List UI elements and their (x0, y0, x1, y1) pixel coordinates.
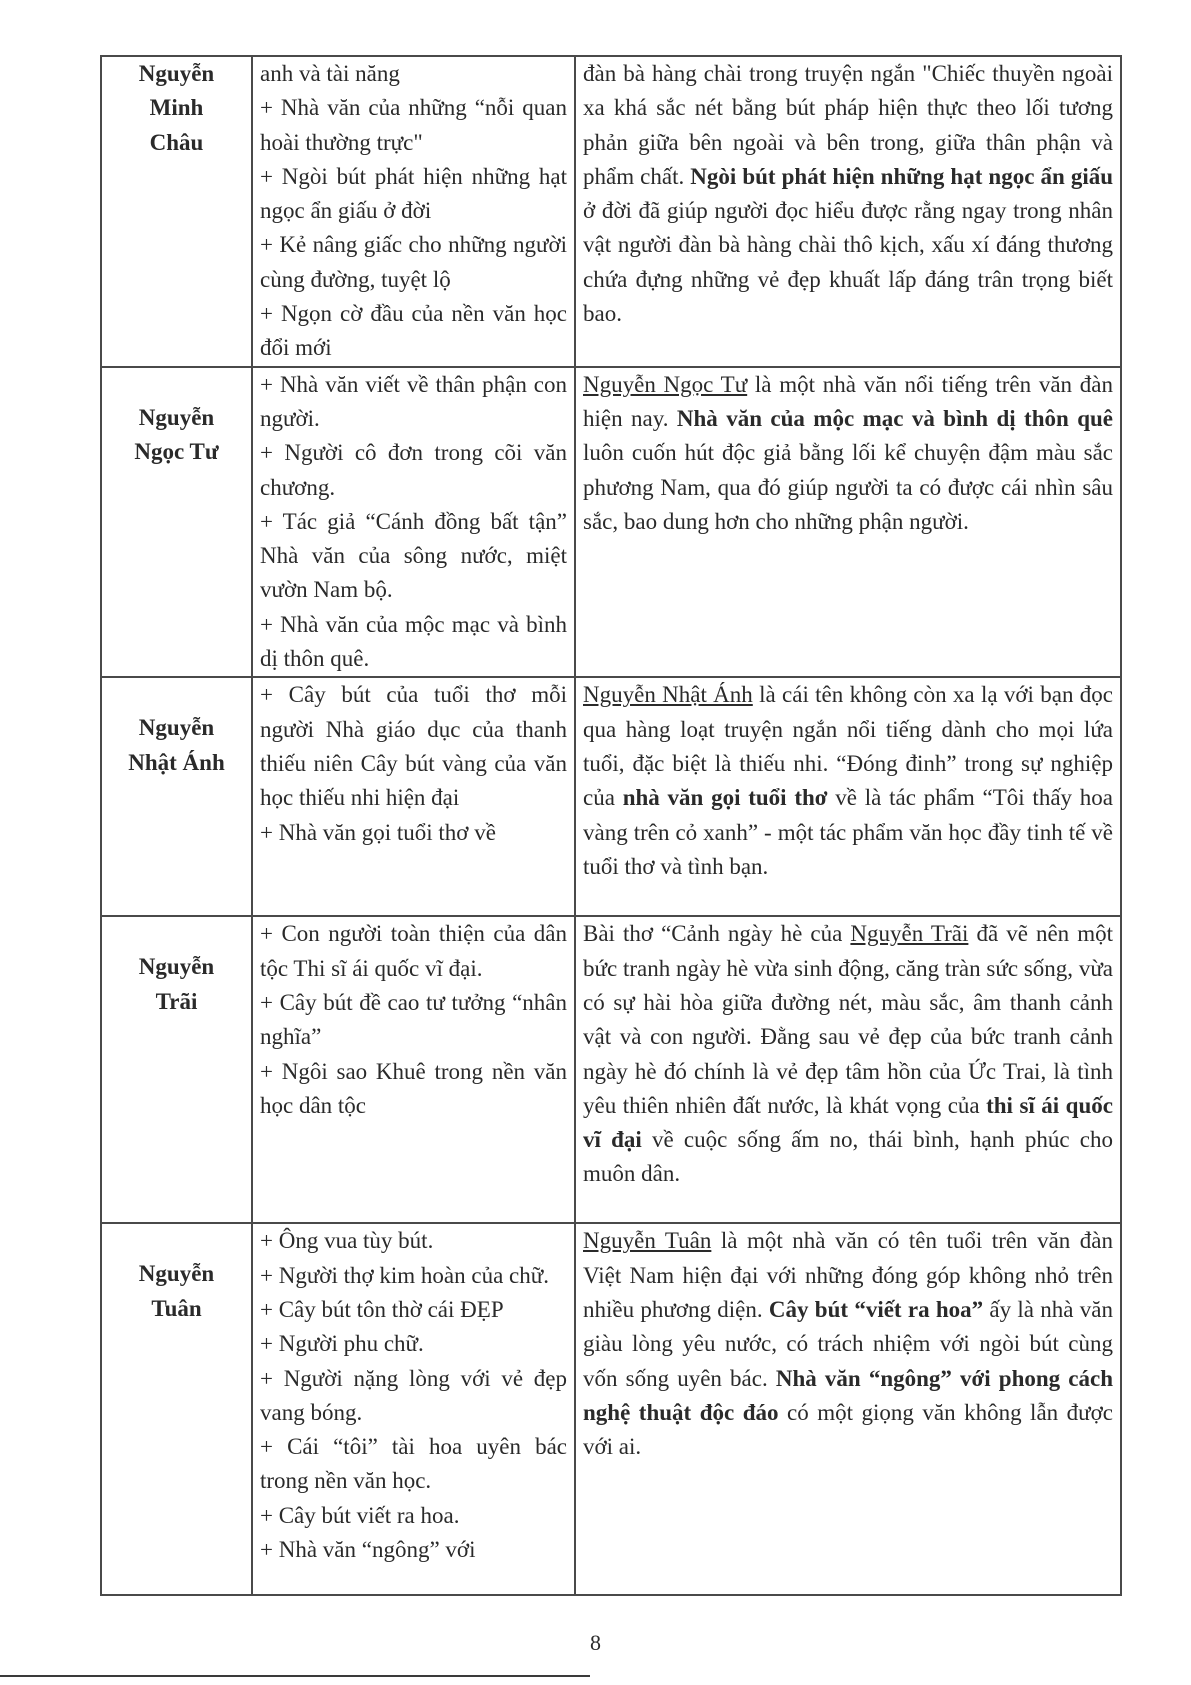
table-row (101, 1223, 1121, 1595)
description-cell (575, 56, 1121, 367)
desc-text: là một nhà văn có tên tuổi trên văn đàn Việt Nam hiện đại với những đóng góp không nhỏ trên nhiều phương diện. (583, 1228, 1113, 1322)
author-name-line: Nguyễn (138, 715, 215, 741)
author-name-cell (101, 677, 252, 916)
epithet-cell (252, 677, 575, 916)
author-name-underlined: Nguyễn Ngọc Tư (583, 371, 748, 397)
desc-bold-text: nhà văn gọi tuổi thơ (622, 785, 828, 811)
desc-text: luôn cuốn hút độc giả bằng lối kể chuyện đậm màu sắc phương Nam, qua đó giúp người ta có được cái nhìn sâu sắc, bao dung hơn cho những phận người. (583, 440, 1113, 534)
epithet-item: + Người cô đơn trong cõi văn chương. (260, 440, 567, 500)
author-name-line: Trãi (155, 988, 198, 1014)
author-name-cell (101, 916, 252, 1223)
desc-text: là một nhà văn nổi tiếng trên văn đàn hiện nay. (583, 371, 1113, 431)
desc-bold-text: Ngòi bút phát hiện những hạt ngọc ẩn giấu (690, 163, 1113, 189)
epithet-item: + Kẻ nâng giấc cho những người cùng đường, tuyệt lộ (260, 232, 567, 292)
table-row (101, 916, 1121, 1223)
table-row (101, 56, 1121, 367)
desc-text: Bài thơ “Cảnh ngày hè của (583, 921, 851, 947)
desc-text: có một giọng văn không lẫn được với ai. (583, 1399, 1113, 1460)
epithet-item: + Người phu chữ. (260, 1331, 424, 1357)
page-number: 8 (590, 1630, 601, 1655)
desc-text: đã vẽ nên một bức tranh ngày hè vừa sinh động, căng tràn sức sống, vừa có sự hài hòa giữa đường nét, màu sắc, âm thanh cảnh vật và con người. Đằng sau vẻ đẹp của bức tranh cảnh ngày hè đó chính là vẻ đẹp tâm hồn của Ức Trai, là tình yêu thiên nhiên đất nước, là khát vọng của (583, 921, 1114, 1118)
author-name-cell (101, 367, 252, 678)
epithet-item: anh và tài năng (260, 61, 400, 86)
epithet-cell (252, 916, 575, 1223)
author-name-underlined: Nguyễn Trãi (850, 921, 969, 947)
author-name-underlined: Nguyễn Nhật Ánh (583, 682, 753, 708)
epithet-item: + Người nặng lòng với vẻ đẹp vang bóng. (260, 1365, 567, 1425)
epithet-item: + Ngòi bút phát hiện những hạt ngọc ẩn giấu ở đời (260, 163, 567, 224)
epithet-item: + Ông vua tùy bút. (260, 1228, 434, 1254)
epithet-item: + Ngôi sao Khuê trong nền văn học dân tộc (260, 1058, 567, 1118)
desc-text: về cuộc sống ấm no, thái bình, hạnh phúc cho muôn dân. (583, 1127, 1113, 1187)
epithet-item: + Con người toàn thiện của dân tộc Thi sĩ ái quốc vĩ đại. (260, 921, 567, 981)
epithet-item: + Cây bút của tuổi thơ mỗi người Nhà giáo dục của thanh thiếu niên Cây bút vàng của văn học thiếu nhi hiện đại (260, 682, 567, 811)
author-name-line: Tuân (151, 1295, 202, 1321)
epithet-item: + Người thợ kim hoàn của chữ. (260, 1262, 549, 1288)
footer-divider (0, 1675, 590, 1677)
epithet-item: + Cây bút đề cao tư tưởng “nhân nghĩa” (260, 989, 567, 1050)
epithet-item: + Ngọn cờ đầu của nền văn học đổi mới (260, 301, 567, 361)
epithet-item: + Nhà văn gọi tuổi thơ về (260, 819, 496, 845)
epithet-cell (252, 1223, 575, 1595)
epithet-item: + Cây bút tôn thờ cái ĐẸP (260, 1296, 504, 1322)
author-epithet-table (100, 55, 1122, 1596)
epithet-item: + Nhà văn “ngông” với (260, 1537, 476, 1563)
epithet-item: + Cái “tôi” tài hoa uyên bác trong nền văn học. (260, 1434, 567, 1494)
desc-bold-text: Cây bút “viết ra hoa” (768, 1296, 984, 1322)
epithet-item: + Nhà văn của những “nỗi quan hoài thường trực" (260, 95, 567, 155)
desc-text: về là tác phẩm “Tôi thấy hoa vàng trên cỏ xanh” - một tác phẩm văn học đầy tinh tế về tuổi thơ và tình bạn. (583, 785, 1113, 879)
table-row (101, 367, 1121, 678)
description-cell (575, 916, 1121, 1223)
author-name-line: Nhật Ánh (128, 749, 225, 775)
description-cell (575, 367, 1121, 678)
epithet-item: + Cây bút viết ra hoa. (260, 1502, 460, 1528)
desc-text: đàn bà hàng chài trong truyện ngắn "Chiếc thuyền ngoài xa khá sắc nét bằng bút pháp hiện thực theo lối tương phản giữa bên ngoài và bên trong, giữa thân phận và phẩm chất. (583, 61, 1113, 189)
epithet-cell (252, 367, 575, 678)
desc-bold-text: thi sĩ ái quốc vĩ đại (583, 1092, 1113, 1153)
desc-bold-text: Nhà văn của mộc mạc và bình dị thôn quê (676, 405, 1113, 431)
desc-text: là cái tên không còn xa lạ với bạn đọc qua hàng loạt truyện ngắn nổi tiếng dành cho mọi lứa tuổi, đặc biệt là thiếu nhi. “Đóng đinh” trong sự nghiệp của (583, 682, 1113, 811)
author-name-line: Minh (149, 95, 204, 121)
desc-text: ấy là nhà văn giàu lòng yêu nước, có trách nhiệm với ngòi bút cùng vốn sống uyên bác. (583, 1296, 1113, 1391)
epithet-item: + Nhà văn của mộc mạc và bình dị thôn quê. (260, 611, 567, 672)
author-name-underlined: Nguyễn Tuân (583, 1228, 712, 1254)
author-name-line: Nguyễn (138, 1261, 215, 1287)
author-name-cell (101, 56, 252, 367)
epithet-item: + Nhà văn viết về thân phận con người. (260, 371, 567, 431)
epithet-item: + Tác giả “Cánh đồng bất tận” Nhà văn của sông nước, miệt vườn Nam bộ. (260, 508, 567, 603)
desc-bold-text: Nhà văn “ngông” với phong cách nghệ thuật độc đáo (583, 1365, 1114, 1425)
description-cell (575, 677, 1121, 916)
author-name-line: Nguyễn (138, 404, 215, 430)
author-name-line: Nguyễn (138, 954, 215, 980)
description-cell (575, 1223, 1121, 1595)
author-name-line: Nguyễn (138, 61, 215, 86)
desc-text: ở đời đã giúp người đọc hiểu được rằng ngay trong nhân vật người đàn bà hàng chài thô kịch, xấu xí đáng thương chứa đựng những vẻ đẹp khuất lấp đáng trân trọng biết bao. (583, 198, 1113, 327)
author-name-cell (101, 1223, 252, 1595)
epithet-cell (252, 56, 575, 367)
author-name-line: Châu (149, 129, 204, 155)
table-row (101, 677, 1121, 916)
author-name-line: Ngọc Tư (134, 438, 219, 464)
